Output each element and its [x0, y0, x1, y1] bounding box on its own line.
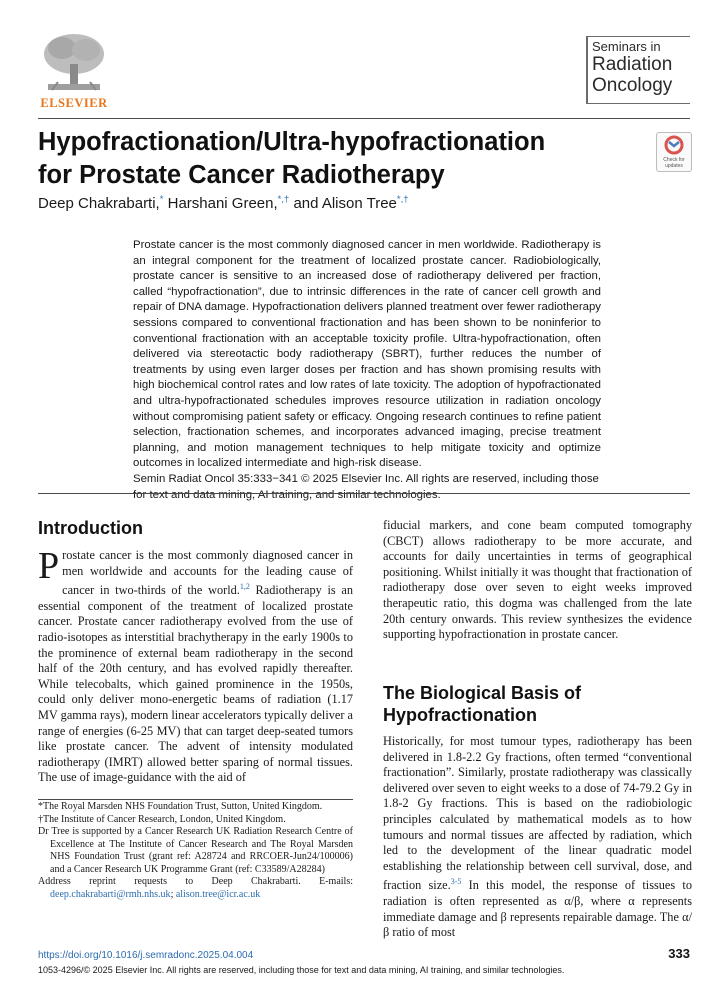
abstract-text: Prostate cancer is the most commonly diagnosed cancer in men worldwide. Radiotherapy is an integral component for the treatment of localized prostate cancer. Radiobiologically, prostate cancer is sensitive to an increased dose of radiotherapy delivered per fraction, called “hypofractionation”, due to intrinsic differences in the rate of cancer cell growth and repair of DNA damage. Hypofractionation delivers planned treatment over fewer radiotherapy sessions compared to conventional fractionation and has been shown to be noninferior to conventional fractionation with an acceptable toxicity profile. Ultra-hypofractionation, often delivered via stereotactic body radiotherapy (SBRT), further reduces the number of treatments by using even larger doses per fraction and has shown promising results with high biochemical control rates and low rates of late toxicity. The adoption of hypofractionated and ultra-hypofractionated schedules improves resource utilization in radiation oncology without compromising patient safety or efficacy. Ongoing research continues to refine patient selection, fractionation schemes, and incorporates advanced imaging, precise treatment planning, and motion management techniques to help mitigate toxicity and optimize outcomes in localized intermediate and high-risk disease. [133, 239, 601, 470]
introduction-body [38, 545, 354, 786]
bio-citation-ref[interactable]: 3-5 [450, 877, 462, 887]
author-3: and Alison Tree [293, 195, 397, 212]
introduction-continued: fiducial markers, and cone beam computed tomography (CBCT) allows radiotherapy to be more accurate, and accounts for daily uncertainties in terms of geographical positioning. Whilst initially it was thought that fractionation of radiotherapy dose over seven to eight weeks improved therapeutic ratio, this dogma was challenged from the late 20th century onwards. This review synthesizes the evidence supporting hypofractionation in prostate cancer. [383, 518, 692, 642]
tree-icon [38, 30, 110, 94]
journal-line-1: Seminars in [592, 39, 661, 54]
author-1-affil[interactable]: * [159, 194, 164, 205]
journal-line-2: Radiation [592, 54, 673, 75]
drop-cap: P [38, 545, 60, 587]
intro-citation-ref[interactable]: 1,2 [239, 582, 250, 592]
abstract-citation: Semin Radiat Oncol 35:333−341 © 2025 Elsevier Inc. All rights are reserved, including those for text and data mining, AI training, and similar technologies. [133, 472, 599, 501]
author-1: Deep Chakrabarti, [38, 195, 160, 212]
biological-basis-heading [383, 682, 692, 726]
footnotes [38, 801, 353, 901]
abstract [133, 238, 601, 503]
author-list [38, 194, 678, 212]
journal-name-box [586, 36, 690, 104]
email-link-tree[interactable]: alison.tree@icr.ac.uk [175, 888, 261, 900]
copyright-notice: 1053-4296/© 2025 Elsevier Inc. All rights are reserved, including those for text and data mining, AI training, and similar technologies. [38, 965, 565, 975]
correspondence-prefix: Address reprint requests to Deep Chakrabarti. E-mails: [38, 876, 353, 887]
intro-para-start: rostate cancer is the most commonly diagnosed cancer in men worldwide and accounts for the leading cause of cancer in two-thirds of the world. [62, 548, 353, 598]
title-line-2: for Prostate Cancer Radiotherapy [38, 161, 445, 189]
check-updates-icon [657, 133, 691, 157]
check-updates-label: Check for updates [663, 157, 685, 169]
author-2: Harshani Green, [167, 195, 278, 212]
article-title [38, 126, 638, 192]
footnote-affiliation-2: †The Institute of Cancer Research, London, United Kingdom. [38, 813, 286, 825]
footnote-divider [38, 799, 353, 800]
bio-para-2: In this model, the response of tissues to radiation is often represented as α/β, where α represents immediate damage and β represents repairable damage. The α/β ratio of most [383, 878, 692, 940]
author-2-affil[interactable]: *,† [277, 194, 290, 205]
footnote-correspondence [38, 876, 353, 901]
bio-para-1: Historically, for most tumour types, radiotherapy has been delivered in 1.8-2.2 Gy fractions, often termed “conventional fractionation”. Similarly, prostate radiotherapy was classically delivered over seven to eight weeks to a dose of 74-79.2 Gy in 1.8-2 Gy fractions. This is based on the radiobiologic principles calculated by mathematical models as to how tumours and normal tissues are affected by radiation, which led to the development of the linear quadratic model establishing the relationship between cell survival, dose, and fraction size. [383, 734, 692, 893]
page-number: 333 [668, 946, 690, 961]
introduction-heading: Introduction [38, 518, 143, 538]
check-for-updates-badge[interactable] [656, 132, 692, 172]
email-link-chakrabarti[interactable]: deep.chakrabarti@rmh.nhs.uk [50, 888, 171, 900]
bio-heading-line-2: Hypofractionation [383, 705, 538, 725]
email-separator: ; [170, 888, 176, 900]
footnote-funding: Dr Tree is supported by a Cancer Research UK Radiation Research Centre of Excellence at The Institute of Cancer Research and The Royal Marsden NHS Foundation Trust (grant ref: A28724 and RRCOER-Jun24/100006) and a Cancer Research UK Programme Grant (ref: C33589/A28284) [38, 826, 353, 875]
journal-line-3: Oncology [592, 75, 673, 96]
publisher-name: ELSEVIER [40, 96, 108, 110]
header-divider [38, 118, 690, 119]
author-3-affil[interactable]: *,† [396, 194, 409, 205]
biological-basis-body [383, 734, 692, 941]
abstract-divider [38, 493, 690, 494]
bio-heading-line-1: The Biological Basis of [383, 683, 582, 703]
intro-para-rest: Radiotherapy is an essential component of the treatment of localized prostate cancer. Prostate cancer radiotherapy evolved from the use of radio-isotopes as interstitial brachytherapy in the early 1900s to the prominence of external beam radiotherapy in the second half of the 20th century, and has evolved rapidly thereafter. While telecobalts, which gained prominence in the 1950s, could only deliver mono-energetic beams of radiation (1.17 MV gamma rays), modern linear accelerators typically deliver a range of energies (6-25 MV) that can target deep-seated tumors like prostate cancer. The advent of intensity modulated radiotherapy (IMRT) allowed better sparing of normal tissues. The use of image-guidance with the aid of [38, 583, 354, 785]
footnote-affiliation-1: *The Royal Marsden NHS Foundation Trust, Sutton, United Kingdom. [38, 801, 323, 812]
doi-link[interactable]: https://doi.org/10.1016/j.semradonc.2025.04.004 [38, 950, 254, 961]
title-line-1: Hypofractionation/Ultra-hypofractionation [38, 128, 546, 156]
